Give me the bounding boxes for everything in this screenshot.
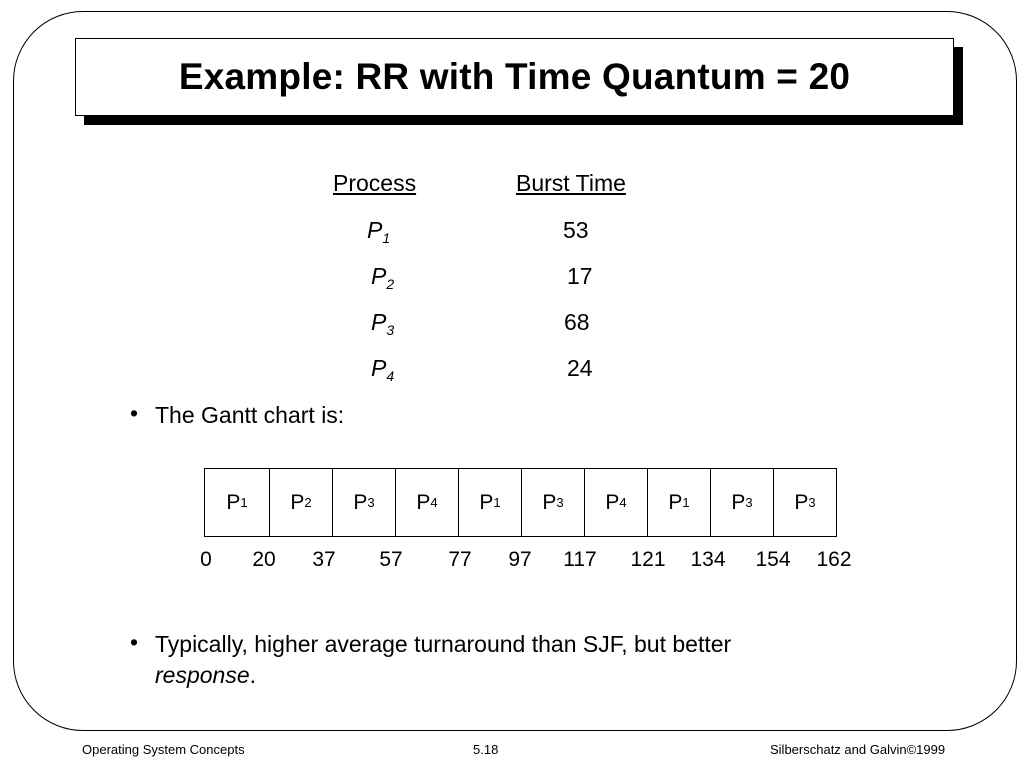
bullet-line: Typically, higher average turnaround than SJF, but better <box>155 631 732 657</box>
gantt-cell: P 3 <box>773 469 836 536</box>
gantt-tick: 162 <box>816 548 852 571</box>
gantt-cell: P 2 <box>269 469 332 536</box>
gantt-cell: P 1 <box>226 490 248 514</box>
slide-title: Example: RR with Time Quantum = 20 <box>178 56 851 97</box>
gantt-cell: P 3 <box>710 469 773 536</box>
copyright-icon: © <box>906 742 917 757</box>
bullet-icon: • <box>130 400 139 426</box>
burst-value: 68 <box>564 309 590 335</box>
gantt-tick: 77 <box>448 548 472 571</box>
burst-time-header: Burst Time <box>516 170 626 196</box>
emphasis-text: response <box>155 662 250 688</box>
gantt-cell: P 3 <box>332 469 395 536</box>
gantt-cell: P 3 <box>521 469 584 536</box>
process-name: $P_3$ <box>371 309 395 338</box>
page-number: 5.18 <box>473 742 499 757</box>
gantt-tick: 134 <box>690 548 726 571</box>
burst-value: 17 <box>567 263 593 289</box>
bullet-icon: • <box>130 629 139 655</box>
title-box <box>75 38 954 116</box>
bullet-line: response. <box>155 662 257 688</box>
process-name: $P_1$ <box>367 217 391 246</box>
footer-right: Silberschatz and Galvin©1999 <box>770 742 946 757</box>
bullet-text: The Gantt chart is: <box>155 402 345 428</box>
process-name: $P_2$ <box>371 263 395 292</box>
gantt-tick: 117 <box>563 548 597 571</box>
gantt-chart <box>204 468 837 537</box>
footer-left: Operating System Concepts <box>82 742 245 757</box>
gantt-tick: 97 <box>508 548 532 571</box>
process-name: $P_4$ <box>371 355 395 384</box>
gantt-cell: P 4 <box>395 469 458 536</box>
process-header: Process <box>333 170 417 196</box>
gantt-cell: P 1 <box>458 469 521 536</box>
bullet-text <box>155 629 731 691</box>
burst-value: 24 <box>567 355 593 381</box>
gantt-tick: 154 <box>755 548 791 571</box>
gantt-cell: P 1 <box>647 469 710 536</box>
gantt-tick: 121 <box>630 548 666 571</box>
gantt-tick: 20 <box>252 548 276 571</box>
burst-value: 53 <box>563 217 589 243</box>
gantt-tick: 57 <box>379 548 403 571</box>
gantt-tick: 37 <box>312 548 336 571</box>
gantt-cell: P 4 <box>584 469 647 536</box>
gantt-tick: 0 <box>200 548 212 571</box>
